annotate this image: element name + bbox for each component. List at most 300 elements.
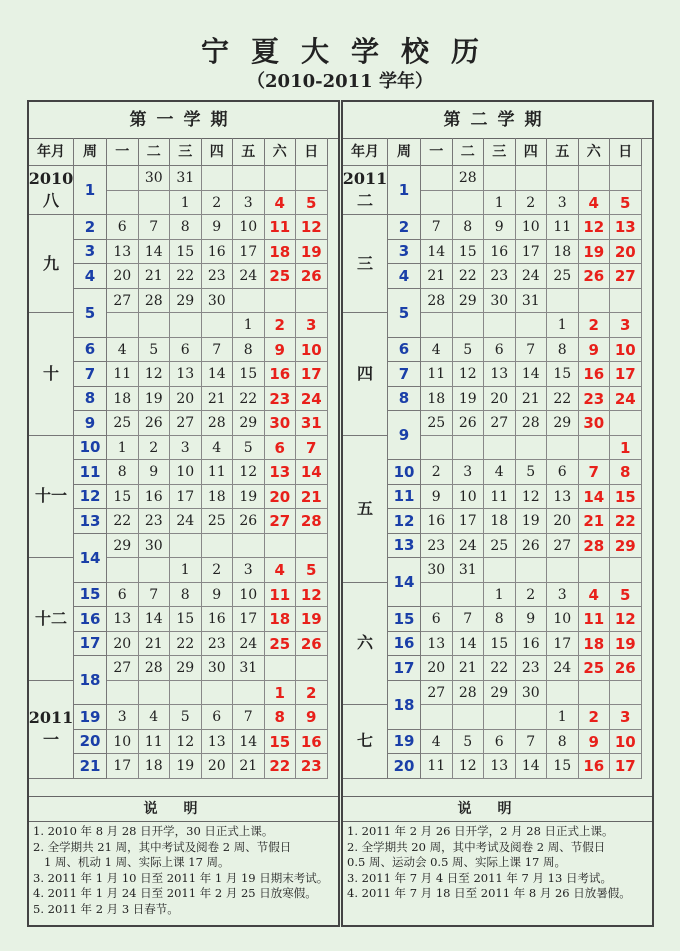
day-cell bbox=[516, 436, 548, 461]
day-cell: 26 bbox=[610, 656, 642, 681]
day-cell: 30 bbox=[265, 411, 297, 436]
day-cell: 15 bbox=[547, 362, 579, 387]
day-cell: 20 bbox=[107, 264, 139, 289]
notes-list bbox=[347, 824, 651, 902]
day-cell: 5 bbox=[170, 705, 202, 730]
semester-panel-2 bbox=[341, 100, 654, 927]
day-cell: 28 bbox=[202, 411, 234, 436]
day-cell: 12 bbox=[233, 460, 265, 485]
day-cell: 4 bbox=[107, 338, 139, 363]
day-cell bbox=[170, 681, 202, 706]
day-cell bbox=[265, 289, 297, 314]
day-cell: 20 bbox=[170, 387, 202, 412]
day-cell bbox=[296, 534, 328, 559]
day-cell: 21 bbox=[202, 387, 234, 412]
month-label: 八 bbox=[42, 191, 59, 210]
day-cell: 10 bbox=[610, 338, 642, 363]
day-cell: 24 bbox=[233, 632, 265, 657]
day-cell: 11 bbox=[139, 730, 171, 755]
week-number: 11 bbox=[388, 485, 421, 510]
week-number: 7 bbox=[74, 362, 107, 387]
day-cell: 1 bbox=[265, 681, 297, 706]
day-cell: 16 bbox=[579, 754, 611, 779]
day-cell: 16 bbox=[139, 485, 171, 510]
day-cell: 9 bbox=[139, 460, 171, 485]
day-cell: 21 bbox=[139, 632, 171, 657]
day-cell bbox=[107, 191, 139, 216]
week-number: 1 bbox=[388, 166, 421, 215]
day-cell: 3 bbox=[547, 191, 579, 216]
day-cell: 1 bbox=[610, 436, 642, 461]
day-cell: 8 bbox=[170, 583, 202, 608]
day-cell: 31 bbox=[296, 411, 328, 436]
day-cell bbox=[202, 681, 234, 706]
day-cell: 3 bbox=[170, 436, 202, 461]
day-cell: 27 bbox=[170, 411, 202, 436]
day-cell: 20 bbox=[484, 387, 516, 412]
day-cell: 18 bbox=[265, 607, 297, 632]
header-week: 周 bbox=[74, 138, 107, 166]
day-cell: 21 bbox=[139, 264, 171, 289]
header-day: 二 bbox=[139, 138, 171, 166]
day-cell: 24 bbox=[233, 264, 265, 289]
month-cell bbox=[343, 583, 388, 706]
day-cell bbox=[107, 313, 139, 338]
day-cell: 30 bbox=[139, 534, 171, 559]
month-label: 十二 bbox=[34, 608, 67, 628]
day-cell: 18 bbox=[579, 632, 611, 657]
day-cell: 22 bbox=[233, 387, 265, 412]
day-cell: 24 bbox=[453, 534, 485, 559]
day-cell bbox=[516, 166, 548, 191]
day-cell bbox=[547, 681, 579, 706]
day-cell: 17 bbox=[233, 240, 265, 265]
day-cell: 6 bbox=[484, 730, 516, 755]
day-cell: 28 bbox=[139, 656, 171, 681]
day-cell: 14 bbox=[202, 362, 234, 387]
day-cell: 19 bbox=[453, 387, 485, 412]
week-number: 16 bbox=[388, 632, 421, 657]
day-cell: 31 bbox=[170, 166, 202, 191]
day-cell: 4 bbox=[265, 191, 297, 216]
day-cell: 21 bbox=[296, 485, 328, 510]
day-cell: 1 bbox=[170, 191, 202, 216]
day-cell: 11 bbox=[107, 362, 139, 387]
week-number: 17 bbox=[74, 632, 107, 657]
day-cell: 26 bbox=[296, 264, 328, 289]
day-cell: 9 bbox=[202, 215, 234, 240]
day-cell: 20 bbox=[265, 485, 297, 510]
day-cell bbox=[484, 166, 516, 191]
day-cell: 13 bbox=[484, 362, 516, 387]
day-cell: 19 bbox=[296, 240, 328, 265]
day-cell bbox=[610, 558, 642, 583]
day-cell: 5 bbox=[610, 191, 642, 216]
day-cell bbox=[610, 166, 642, 191]
day-cell: 9 bbox=[579, 730, 611, 755]
day-cell: 14 bbox=[421, 240, 453, 265]
day-cell: 15 bbox=[265, 730, 297, 755]
day-cell: 28 bbox=[139, 289, 171, 314]
day-cell: 6 bbox=[107, 215, 139, 240]
day-cell: 23 bbox=[421, 534, 453, 559]
semester-title: 第二学期 bbox=[343, 102, 652, 139]
month-label: 2011 bbox=[28, 708, 74, 727]
note-item: 4. 2011 年 1 月 24 日至 2011 年 2 月 25 日放寒假。 bbox=[33, 886, 317, 900]
header-day: 四 bbox=[202, 138, 234, 166]
day-cell: 13 bbox=[484, 754, 516, 779]
day-cell: 5 bbox=[233, 436, 265, 461]
day-cell: 23 bbox=[202, 632, 234, 657]
day-cell: 11 bbox=[421, 754, 453, 779]
month-cell bbox=[29, 558, 74, 681]
day-cell bbox=[579, 289, 611, 314]
day-cell: 3 bbox=[547, 583, 579, 608]
note-item: 2. 全学期共 20 周，其中考试及阅卷 2 周、节假日 bbox=[347, 839, 606, 854]
day-cell: 3 bbox=[453, 460, 485, 485]
header-day: 二 bbox=[453, 138, 485, 166]
day-cell: 29 bbox=[610, 534, 642, 559]
day-cell: 24 bbox=[610, 387, 642, 412]
note-item: 5. 2011 年 2 月 3 日春节。 bbox=[33, 901, 179, 916]
day-cell: 16 bbox=[484, 240, 516, 265]
day-cell: 5 bbox=[516, 460, 548, 485]
day-cell: 15 bbox=[453, 240, 485, 265]
day-cell: 10 bbox=[170, 460, 202, 485]
day-cell: 23 bbox=[202, 264, 234, 289]
day-cell: 4 bbox=[579, 583, 611, 608]
day-cell: 21 bbox=[421, 264, 453, 289]
day-cell: 7 bbox=[296, 436, 328, 461]
day-cell bbox=[296, 656, 328, 681]
header-day: 四 bbox=[516, 138, 548, 166]
week-number: 8 bbox=[388, 387, 421, 412]
week-number: 6 bbox=[74, 338, 107, 363]
day-cell: 3 bbox=[296, 313, 328, 338]
month-cell bbox=[343, 436, 388, 583]
day-cell: 6 bbox=[265, 436, 297, 461]
day-cell: 9 bbox=[421, 485, 453, 510]
day-cell: 30 bbox=[202, 289, 234, 314]
day-cell: 18 bbox=[547, 240, 579, 265]
day-cell: 8 bbox=[547, 338, 579, 363]
day-cell: 15 bbox=[547, 754, 579, 779]
day-cell: 5 bbox=[139, 338, 171, 363]
week-number: 17 bbox=[388, 656, 421, 681]
day-cell bbox=[107, 681, 139, 706]
week-number: 8 bbox=[74, 387, 107, 412]
day-cell: 9 bbox=[516, 607, 548, 632]
day-cell: 8 bbox=[107, 460, 139, 485]
week-number: 10 bbox=[388, 460, 421, 485]
day-cell: 24 bbox=[547, 656, 579, 681]
day-cell: 10 bbox=[107, 730, 139, 755]
day-cell bbox=[484, 558, 516, 583]
header-day: 三 bbox=[484, 138, 516, 166]
day-cell: 30 bbox=[421, 558, 453, 583]
day-cell bbox=[516, 313, 548, 338]
week-number: 20 bbox=[388, 754, 421, 779]
day-cell: 4 bbox=[265, 558, 297, 583]
month-label: 七 bbox=[356, 731, 373, 751]
day-cell: 12 bbox=[170, 730, 202, 755]
day-cell: 22 bbox=[547, 387, 579, 412]
day-cell: 28 bbox=[453, 166, 485, 191]
day-cell bbox=[107, 558, 139, 583]
day-cell: 13 bbox=[610, 215, 642, 240]
day-cell: 14 bbox=[516, 362, 548, 387]
day-cell: 4 bbox=[202, 436, 234, 461]
day-cell: 8 bbox=[610, 460, 642, 485]
week-number: 18 bbox=[74, 656, 107, 705]
day-cell: 7 bbox=[233, 705, 265, 730]
day-cell: 9 bbox=[579, 338, 611, 363]
day-cell bbox=[202, 534, 234, 559]
day-cell bbox=[421, 191, 453, 216]
day-cell: 11 bbox=[265, 215, 297, 240]
month-cell bbox=[29, 166, 74, 215]
week-number: 12 bbox=[388, 509, 421, 534]
week-number: 4 bbox=[388, 264, 421, 289]
day-cell bbox=[421, 313, 453, 338]
day-cell: 12 bbox=[516, 485, 548, 510]
day-cell: 24 bbox=[296, 387, 328, 412]
day-cell: 3 bbox=[233, 191, 265, 216]
day-cell: 31 bbox=[516, 289, 548, 314]
notes-heading: 说明 bbox=[343, 796, 652, 822]
day-cell: 23 bbox=[484, 264, 516, 289]
month-cell bbox=[343, 215, 388, 313]
day-cell: 16 bbox=[516, 632, 548, 657]
day-cell bbox=[547, 558, 579, 583]
day-cell: 4 bbox=[421, 730, 453, 755]
day-cell: 19 bbox=[516, 509, 548, 534]
day-cell: 11 bbox=[579, 607, 611, 632]
day-cell: 24 bbox=[516, 264, 548, 289]
day-cell: 25 bbox=[484, 534, 516, 559]
day-cell: 8 bbox=[265, 705, 297, 730]
day-cell bbox=[453, 313, 485, 338]
day-cell: 2 bbox=[265, 313, 297, 338]
day-cell: 2 bbox=[516, 583, 548, 608]
day-cell: 28 bbox=[296, 509, 328, 534]
day-cell bbox=[139, 681, 171, 706]
day-cell: 29 bbox=[484, 681, 516, 706]
semester-panel-1 bbox=[27, 100, 340, 927]
day-cell: 6 bbox=[170, 338, 202, 363]
day-cell: 3 bbox=[610, 313, 642, 338]
week-number: 14 bbox=[74, 534, 107, 583]
header-day: 日 bbox=[296, 138, 328, 166]
day-cell: 9 bbox=[296, 705, 328, 730]
day-cell: 9 bbox=[202, 583, 234, 608]
day-cell: 8 bbox=[453, 215, 485, 240]
day-cell: 31 bbox=[233, 656, 265, 681]
day-cell: 30 bbox=[484, 289, 516, 314]
day-cell: 17 bbox=[610, 754, 642, 779]
week-number: 13 bbox=[388, 534, 421, 559]
day-cell: 27 bbox=[107, 656, 139, 681]
day-cell bbox=[516, 705, 548, 730]
day-cell: 13 bbox=[107, 240, 139, 265]
day-cell: 22 bbox=[170, 264, 202, 289]
day-cell: 4 bbox=[139, 705, 171, 730]
day-cell bbox=[421, 166, 453, 191]
day-cell: 29 bbox=[170, 289, 202, 314]
month-cell bbox=[29, 215, 74, 313]
day-cell: 28 bbox=[516, 411, 548, 436]
week-number: 6 bbox=[388, 338, 421, 363]
day-cell: 5 bbox=[453, 338, 485, 363]
day-cell: 13 bbox=[107, 607, 139, 632]
day-cell bbox=[233, 289, 265, 314]
header-week: 周 bbox=[388, 138, 421, 166]
day-cell bbox=[170, 534, 202, 559]
header-day: 三 bbox=[170, 138, 202, 166]
day-cell: 11 bbox=[202, 460, 234, 485]
day-cell: 8 bbox=[547, 730, 579, 755]
day-cell bbox=[233, 166, 265, 191]
day-cell: 20 bbox=[421, 656, 453, 681]
day-cell: 21 bbox=[453, 656, 485, 681]
day-cell bbox=[610, 289, 642, 314]
day-cell bbox=[202, 313, 234, 338]
day-cell: 19 bbox=[579, 240, 611, 265]
day-cell bbox=[484, 313, 516, 338]
day-cell: 14 bbox=[296, 460, 328, 485]
week-number: 7 bbox=[388, 362, 421, 387]
month-label: 十 bbox=[42, 363, 59, 383]
month-cell bbox=[343, 705, 388, 779]
day-cell bbox=[107, 166, 139, 191]
day-cell: 17 bbox=[610, 362, 642, 387]
day-cell: 6 bbox=[484, 338, 516, 363]
day-cell: 9 bbox=[265, 338, 297, 363]
week-number: 14 bbox=[388, 558, 421, 607]
day-cell: 19 bbox=[610, 632, 642, 657]
day-cell: 26 bbox=[453, 411, 485, 436]
day-cell bbox=[265, 166, 297, 191]
day-cell: 28 bbox=[421, 289, 453, 314]
header-day: 五 bbox=[547, 138, 579, 166]
day-cell: 2 bbox=[202, 191, 234, 216]
day-cell: 11 bbox=[421, 362, 453, 387]
month-label: 六 bbox=[356, 633, 373, 653]
day-cell: 26 bbox=[233, 509, 265, 534]
day-cell: 2 bbox=[579, 705, 611, 730]
note-item: 2. 全学期共 21 周，其中考试及阅卷 2 周、节假日 bbox=[33, 839, 292, 854]
day-cell bbox=[579, 436, 611, 461]
notes-heading: 说明 bbox=[29, 796, 338, 822]
day-cell bbox=[265, 534, 297, 559]
day-cell: 29 bbox=[547, 411, 579, 436]
week-number: 11 bbox=[74, 460, 107, 485]
day-cell: 10 bbox=[296, 338, 328, 363]
month-cell bbox=[343, 166, 388, 215]
day-cell: 4 bbox=[484, 460, 516, 485]
day-cell bbox=[579, 681, 611, 706]
day-cell bbox=[421, 705, 453, 730]
day-cell: 23 bbox=[296, 754, 328, 779]
day-cell: 12 bbox=[296, 583, 328, 608]
day-cell: 14 bbox=[139, 240, 171, 265]
day-cell: 5 bbox=[610, 583, 642, 608]
day-cell: 18 bbox=[265, 240, 297, 265]
day-cell bbox=[547, 166, 579, 191]
day-cell bbox=[296, 289, 328, 314]
day-cell: 16 bbox=[296, 730, 328, 755]
day-cell: 28 bbox=[579, 534, 611, 559]
month-label: 四 bbox=[356, 363, 373, 383]
day-cell: 18 bbox=[484, 509, 516, 534]
day-cell: 30 bbox=[579, 411, 611, 436]
day-cell: 3 bbox=[107, 705, 139, 730]
day-cell: 2 bbox=[296, 681, 328, 706]
day-cell bbox=[421, 583, 453, 608]
week-number: 16 bbox=[74, 607, 107, 632]
week-number: 15 bbox=[388, 607, 421, 632]
week-number: 1 bbox=[74, 166, 107, 215]
day-cell: 29 bbox=[233, 411, 265, 436]
day-cell: 29 bbox=[453, 289, 485, 314]
month-cell bbox=[29, 681, 74, 779]
day-cell: 16 bbox=[265, 362, 297, 387]
day-cell bbox=[579, 166, 611, 191]
day-cell: 23 bbox=[139, 509, 171, 534]
week-number: 2 bbox=[388, 215, 421, 240]
day-cell: 30 bbox=[139, 166, 171, 191]
day-cell: 22 bbox=[610, 509, 642, 534]
day-cell: 1 bbox=[484, 583, 516, 608]
day-cell: 2 bbox=[579, 313, 611, 338]
day-cell: 18 bbox=[107, 387, 139, 412]
day-cell: 26 bbox=[516, 534, 548, 559]
day-cell: 7 bbox=[421, 215, 453, 240]
week-number: 15 bbox=[74, 583, 107, 608]
day-cell: 27 bbox=[107, 289, 139, 314]
day-cell: 5 bbox=[453, 730, 485, 755]
day-cell: 18 bbox=[139, 754, 171, 779]
day-cell: 24 bbox=[170, 509, 202, 534]
day-cell bbox=[453, 705, 485, 730]
month-label: 十一 bbox=[34, 486, 67, 506]
month-label: 二 bbox=[356, 191, 373, 210]
week-number: 21 bbox=[74, 754, 107, 779]
day-cell: 30 bbox=[516, 681, 548, 706]
day-cell: 6 bbox=[547, 460, 579, 485]
day-cell: 28 bbox=[453, 681, 485, 706]
day-cell: 17 bbox=[233, 607, 265, 632]
day-cell: 19 bbox=[170, 754, 202, 779]
day-cell: 17 bbox=[547, 632, 579, 657]
day-cell: 8 bbox=[170, 215, 202, 240]
day-cell bbox=[139, 191, 171, 216]
note-item: 1. 2010 年 8 月 28 日开学，30 日正式上课。 bbox=[33, 824, 274, 838]
day-cell: 23 bbox=[265, 387, 297, 412]
day-cell: 13 bbox=[170, 362, 202, 387]
day-cell: 11 bbox=[484, 485, 516, 510]
day-cell: 17 bbox=[107, 754, 139, 779]
day-cell: 19 bbox=[139, 387, 171, 412]
day-cell: 25 bbox=[202, 509, 234, 534]
day-cell: 20 bbox=[107, 632, 139, 657]
week-number: 3 bbox=[388, 240, 421, 265]
month-label: 2011 bbox=[342, 169, 388, 188]
day-cell: 10 bbox=[233, 583, 265, 608]
day-cell: 2 bbox=[202, 558, 234, 583]
note-item: 1 周、机动 1 周、实际上课 17 周。 bbox=[44, 855, 230, 869]
month-cell bbox=[29, 313, 74, 436]
